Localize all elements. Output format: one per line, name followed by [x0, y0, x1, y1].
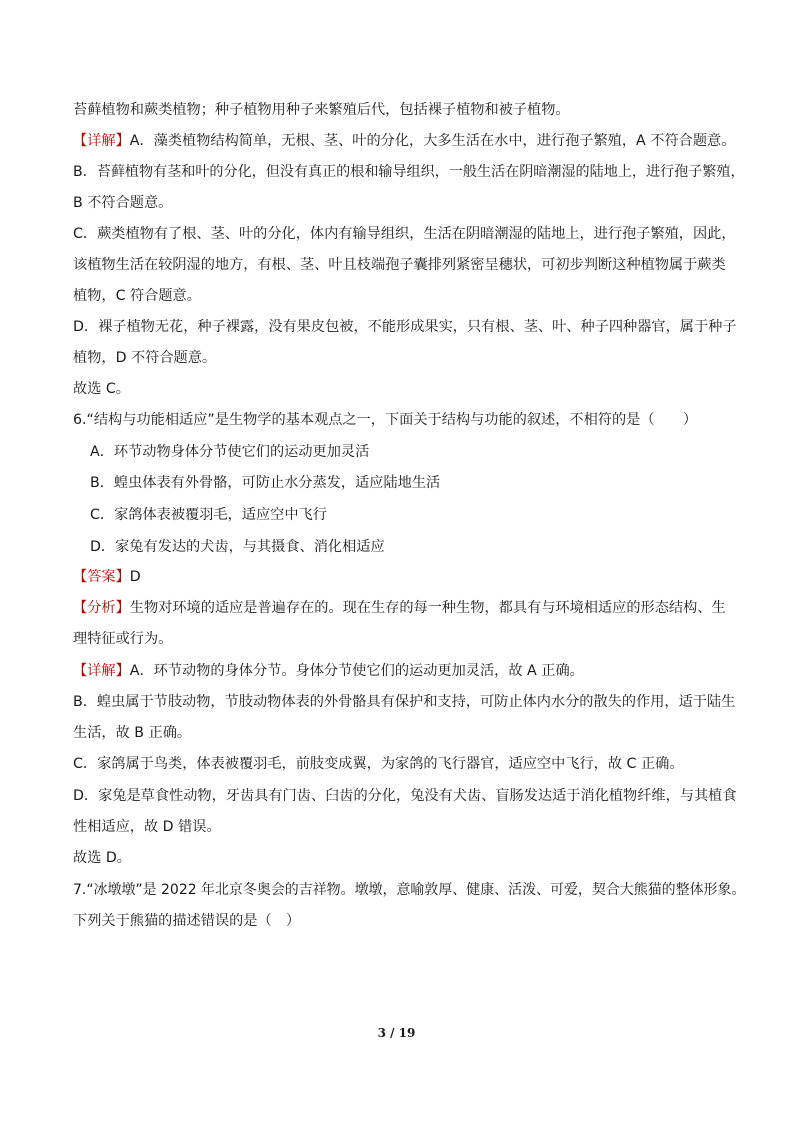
text-line: 植物，C 符合题意。 — [73, 288, 201, 304]
text-line: 【详解】A．藻类植物结构简单，无根、茎、叶的分化，大多生活在水中，进行孢子繁殖，A 不符合题意。 — [73, 133, 736, 149]
text-line: C．家鸽属于鸟类，体表被覆羽毛，前肢变成翼，为家鸽的飞行器官，适应空中飞行，故 C 正确。 — [73, 756, 684, 772]
text-line: 【分析】生物对环境的适应是普遍存在的。现在生存的每一种生物，都具有与环境相适应的形态结构、生 — [73, 600, 726, 616]
page-number: 3 / 19 — [377, 1026, 416, 1040]
text-line: D．裸子植物无花，种子裸露，没有果皮包被，不能形成果实，只有根、茎、叶、种子四种器官，属于种子 — [73, 319, 737, 335]
text-line: 下列关于熊猫的描述错误的是（ ） — [73, 913, 301, 929]
section-tag: 【分析】 — [73, 600, 130, 616]
text-line: 生活，故 B 正确。 — [73, 725, 192, 741]
text-line: B．蝗虫属于节肢动物，节肢动物体表的外骨骼具有保护和支持，可防止体内水分的散失的作用，适于陆生 — [73, 694, 736, 710]
text-line: 理特征或行为。 — [73, 631, 173, 647]
text-line: 植物，D 不符合题意。 — [73, 350, 217, 366]
text-line: D．家兔是草食性动物，牙齿具有门齿、臼齿的分化，兔没有犬齿、盲肠发达适于消化植物纤维，与其植食 — [73, 788, 737, 804]
text-line: 故选 C。 — [73, 381, 130, 397]
text-line: 故选 D。 — [73, 850, 131, 866]
answer-line: 【答案】D — [73, 569, 141, 585]
text-line: 苔藓植物和蕨类植物；种子植物用种子来繁殖后代，包括裸子植物和被子植物。 — [73, 102, 570, 118]
option-d: D．家兔有发达的犬齿，与其摄食、消化相适应 — [90, 539, 385, 555]
option-b: B．蝗虫体表有外骨骼，可防止水分蒸发，适应陆地生活 — [90, 475, 441, 491]
question-stem: 7.“冰墩墩”是 2022 年北京冬奥会的吉祥物。墩墩，意喻敦厚、健康、活泼、可爱，契合大熊猫的整体形象。 — [73, 882, 746, 898]
option-c: C．家鸽体表被覆羽毛，适应空中飞行 — [90, 507, 327, 523]
section-tag: 【详解】 — [73, 663, 130, 679]
question-stem: 6.“结构与功能相适应”是生物学的基本观点之一，下面关于结构与功能的叙述，不相符的是（ ） — [73, 412, 698, 428]
section-tag: 【答案】 — [73, 569, 130, 585]
text-line: B．苔藓植物有茎和叶的分化，但没有真正的根和输导组织，一般生活在阴暗潮湿的陆地上，进行孢子繁殖， — [73, 164, 745, 180]
text-line: 【详解】A．环节动物的身体分节。身体分节使它们的运动更加灵活，故 A 正确。 — [73, 663, 584, 679]
option-a: A．环节动物身体分节使它们的运动更加灵活 — [90, 444, 370, 460]
text-line: B 不符合题意。 — [73, 195, 173, 211]
text-line: C．蕨类植物有了根、茎、叶的分化，体内有输导组织，生活在阴暗潮湿的陆地上，进行孢子繁殖，因此， — [73, 226, 736, 242]
text-line: 该植物生活在较阴湿的地方，有根、茎、叶且枝端孢子囊排列紧密呈穗状，可初步判断这种植物属于蕨类 — [73, 257, 726, 273]
text-line: 性相适应，故 D 错误。 — [73, 819, 221, 835]
section-tag: 【详解】 — [73, 133, 130, 149]
